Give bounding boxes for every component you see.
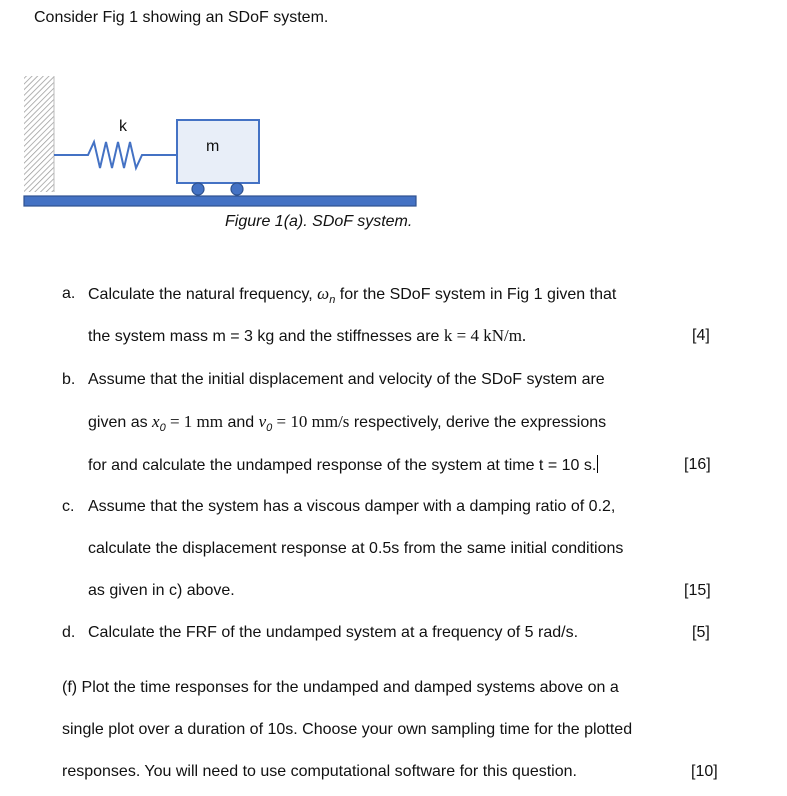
question-c-line3: as given in c) above. (88, 582, 235, 599)
qb-and: and (223, 414, 259, 431)
qb-l2-pre: given as (88, 414, 153, 431)
question-c-marks: [15] (684, 582, 711, 599)
x0-subscript: 0 (159, 422, 166, 434)
question-c-line2: calculate the displacement response at 0.5s from the same initial conditions (88, 540, 624, 557)
stiffness-expression: k = 4 kN/m. (443, 326, 527, 345)
question-b-line2 (88, 412, 606, 438)
figure-caption: Figure 1(a). SDoF system. (225, 213, 413, 230)
qb-l2-post: respectively, derive the expressions (349, 414, 607, 431)
question-f-line3: responses. You will need to use computational software for this question. (62, 763, 577, 780)
question-b-line1: Assume that the initial displacement and velocity of the SDoF system are (88, 371, 605, 388)
qa-l2-pre: the system mass m = 3 kg and the stiffnesses are (88, 328, 444, 345)
x0-value: = 1 mm (165, 412, 224, 431)
omega-subscript: n (329, 294, 336, 306)
omega-symbol: ω (317, 284, 330, 303)
question-a-line1 (88, 284, 616, 310)
x0-symbol: x (152, 412, 160, 431)
question-d-marks: [5] (692, 624, 710, 641)
question-d-letter: d. (62, 624, 76, 641)
qa-l1-post: for the SDoF system in Fig 1 given that (335, 286, 617, 303)
question-f-line2: single plot over a duration of 10s. Choose your own sampling time for the plotted (62, 721, 633, 738)
question-b-marks: [16] (684, 456, 711, 473)
ground (24, 196, 416, 206)
question-a-marks: [4] (692, 327, 710, 344)
question-a-letter: a. (62, 285, 76, 302)
question-a-line2 (88, 326, 526, 347)
wheel-left (192, 183, 204, 195)
v0-subscript: 0 (266, 422, 273, 434)
qa-l1-pre: Calculate the natural frequency, (88, 286, 318, 303)
fixed-wall (24, 76, 54, 192)
spring-label: k (119, 118, 127, 135)
qb-l3-text: for and calculate the undamped response of the system at time t = 10 s. (88, 457, 597, 474)
v0-value: = 10 mm/s (272, 412, 350, 431)
spring (54, 142, 176, 168)
text-cursor (597, 455, 598, 473)
mass-label: m (206, 138, 220, 155)
question-f-line1: (f) Plot the time responses for the undamped and damped systems above on a (62, 679, 619, 696)
v0-symbol: v (258, 412, 267, 431)
question-b-letter: b. (62, 371, 76, 388)
intro-text: Consider Fig 1 showing an SDoF system. (34, 9, 329, 26)
question-c-letter: c. (62, 498, 75, 515)
wheel-right (231, 183, 243, 195)
question-b-line3 (88, 455, 598, 476)
question-f-marks: [10] (691, 763, 718, 780)
question-d-line1: Calculate the FRF of the undamped system at a frequency of 5 rad/s. (88, 624, 579, 641)
question-c-line1: Assume that the system has a viscous damper with a damping ratio of 0.2, (88, 498, 616, 515)
